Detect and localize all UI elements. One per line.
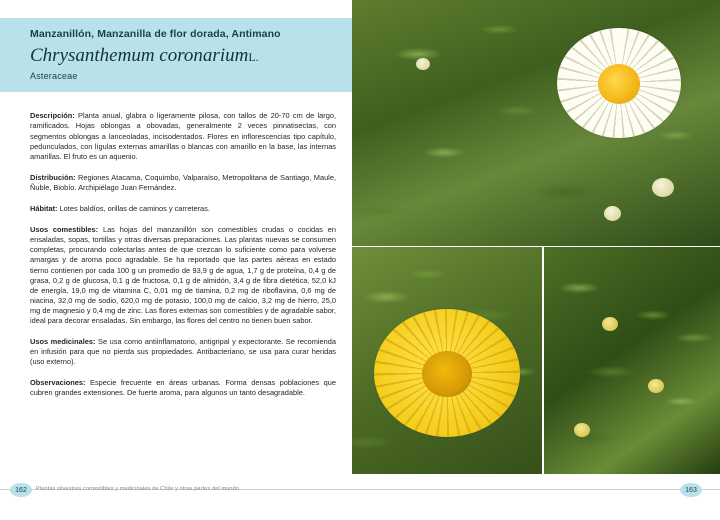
section-label-observaciones: Observaciones: (30, 378, 86, 388)
section-label-usos-comestibles: Usos comestibles: (30, 225, 99, 235)
section-body-observaciones: Especie frecuente en áreas urbanas. Forma densas poblaciones que cubren grandes extensiones. De fuerte aroma, para algunos un tanto desagradable. (30, 378, 336, 398)
section-body-usos-medicinales: Se usa como antiinflamatorio, antigripal y expectorante. Se recomienda en infusión para que no pierda sus propiedades. Antibacteriano, se usa para curar heridas (uso externo). (30, 337, 336, 367)
section-body-habitat: Lotes baldíos, orillas de caminos y carreteras. (57, 204, 210, 214)
scientific-name-authority: L. (248, 50, 259, 64)
flower-bud (416, 58, 430, 70)
section-observaciones (30, 378, 336, 398)
species-description-column (30, 104, 336, 410)
photo-white-daisy (352, 0, 720, 246)
section-label-usos-medicinales: Usos medicinales: (30, 337, 96, 347)
page-number-left: 162 (10, 483, 32, 497)
species-header-text (30, 28, 342, 81)
flower-bud (604, 206, 621, 221)
photo-foliage-buds (544, 247, 720, 474)
page-number-right: 163 (680, 483, 702, 497)
flower-disc (422, 351, 472, 397)
section-usos-medicinales (30, 337, 336, 367)
common-names: Manzanillón, Manzanilla de flor dorada, Antimano (30, 28, 281, 40)
section-label-descripcion: Descripción: (30, 111, 75, 121)
section-body-distribucion: Regiones Atacama, Coquimbo, Valparaíso, Metropolitana de Santiago, Maule, Ñuble, Biobío. Archipiélago Juan Fernández. (30, 172, 336, 192)
photo-yellow-daisy (352, 247, 542, 474)
foliage-texture (544, 247, 720, 474)
flower-bud (648, 379, 664, 393)
foliage-texture (352, 0, 720, 246)
section-label-habitat: Hábitat: (30, 204, 58, 214)
scientific-name-binomial: Chrysanthemum coronarium (30, 45, 249, 66)
section-body-descripcion: Planta anual, glabra o ligeramente pilosa, con tallos de 20-70 cm de largo, ramificados. Hojas oblongas a obovadas, generalmente 2 veces pinnatisectas, con segmentos oblongas a lanceoladas, incisodentados. Flores en inflorescencias tipo capítulo, pedunculados, con lígulas externas amarillas o blancas con amarillo en la base, las internas amarillas. El fruto es un aquenio. (30, 111, 336, 161)
yellow-daisy-flower (374, 309, 520, 437)
flower-bud (574, 423, 590, 437)
section-descripcion (30, 111, 336, 161)
species-header-band (0, 18, 352, 92)
family-name: Asteraceae (30, 71, 78, 81)
section-body-usos-comestibles: Las hojas del manzanillón son comestibles crudas o cocidas en ensaladas, sopas, tortillas y otras diversas preparaciones. Las plantas nuevas se consumen completas, procurando colectarlas antes de que crezcan lo suficiente como para volverse amargas y de aroma poco agradable. Se ha reportado que las partes aéreas en estado tierno contienen por cada 100 g un promedio de 93,9 g de agua, 1,7 g de proteína, 0,4 g de grasa, 0,2 g de glucosa, 0,1 g de fructosa, 0,1 g de almidón, 3,4 g de fibra dietética, 52,0 kJ de energía, 19,0 mg de vitamina C, 0,01 mg de tiamina, 0,2 mg de riboflavina, 0,6 mg de niacina, 32,0 mg de sodio, 620,0 mg de potasio, 100,0 mg de calcio, 3,2 mg de hierro, 25,0 mg de magnesio y 0,4 mg de zinc. Las flores externas son comestibles y de agradable sabor, ideal para decorar ensaladas. Sin embargo, las flores del centro no tienen buen sabor. (30, 225, 336, 325)
section-distribucion (30, 173, 336, 193)
scientific-name (30, 45, 342, 68)
section-habitat (30, 204, 336, 214)
flower-bud (652, 178, 674, 197)
running-footer-text: Plantas silvestres comestibles y medicinales de Chile y otras partes del mundo (36, 486, 240, 492)
section-usos-comestibles (30, 225, 336, 326)
flower-disc (598, 64, 640, 104)
section-label-distribucion: Distribución: (30, 172, 76, 182)
white-daisy-flower (557, 28, 681, 138)
flower-bud (602, 317, 618, 331)
